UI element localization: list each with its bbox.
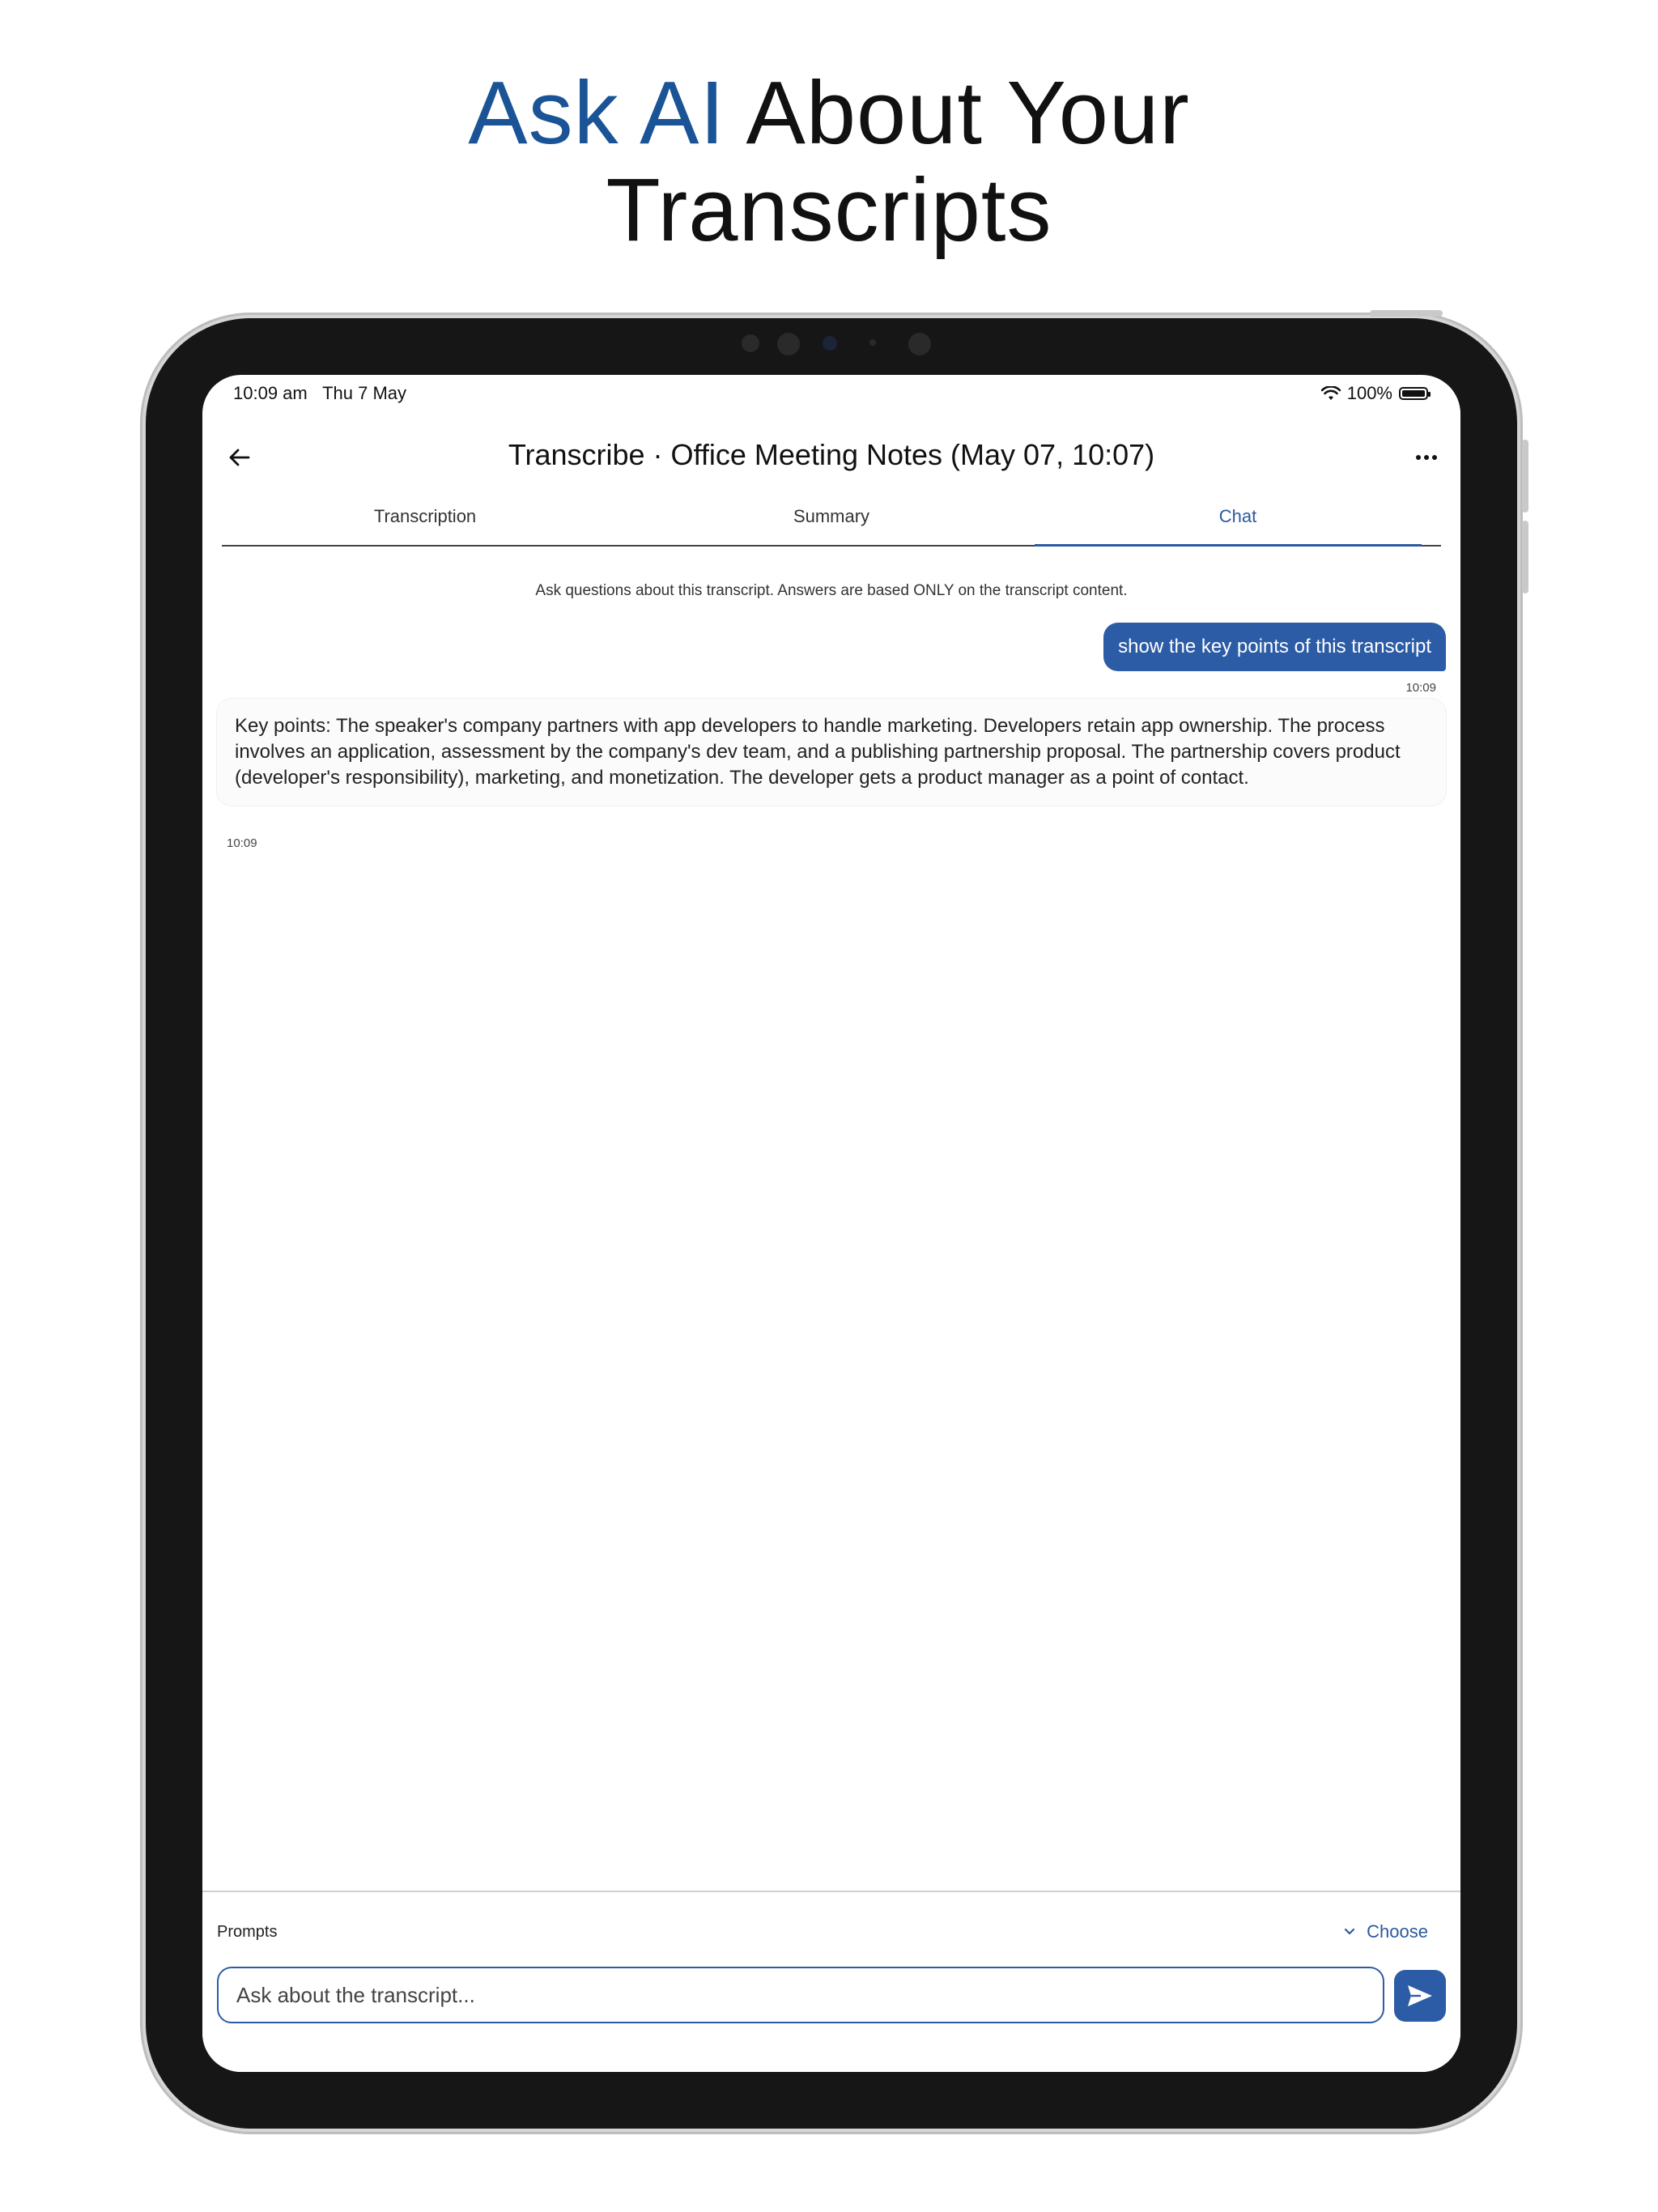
top-button	[1370, 310, 1443, 317]
tab-transcription[interactable]: Transcription	[373, 506, 477, 526]
tab-chat[interactable]: Chat	[1035, 496, 1441, 545]
page-title: Transcribe · Office Meeting Notes (May 07, 10:07)	[508, 438, 1155, 471]
chevron-down-icon	[1344, 1928, 1355, 1936]
headline-line-2: Transcripts	[606, 160, 1052, 260]
volume-up-button	[1522, 440, 1528, 513]
status-time-date	[233, 383, 406, 404]
headline-rest: About Your	[746, 63, 1190, 163]
camera-dot	[777, 333, 800, 355]
choose-label: Choose	[1367, 1921, 1428, 1942]
camera-dot	[869, 339, 876, 346]
status-date: Thu 7 May	[322, 383, 407, 403]
camera-lens	[823, 336, 837, 351]
send-button[interactable]	[1394, 1970, 1446, 2022]
more-options-button[interactable]	[1407, 438, 1446, 477]
status-time: 10:09 am	[233, 383, 308, 403]
ask-input[interactable]	[217, 1967, 1384, 2023]
app-screen	[202, 375, 1460, 2072]
status-bar	[202, 375, 1460, 407]
status-indicators	[1321, 383, 1428, 404]
battery-icon	[1399, 387, 1428, 400]
battery-percent: 100%	[1346, 383, 1392, 403]
headline-accent: Ask AI	[468, 63, 725, 163]
assistant-message-time: 10:09	[227, 836, 257, 850]
choose-prompt-button[interactable]	[1344, 1921, 1428, 1942]
marketing-headline	[0, 65, 1658, 259]
camera-dot	[908, 333, 931, 355]
headline-line-1	[0, 65, 1658, 162]
volume-down-button	[1522, 521, 1528, 593]
prompts-label: Prompts	[217, 1923, 278, 1941]
more-horizontal-icon	[1414, 453, 1439, 462]
tablet-device-frame	[146, 318, 1517, 2129]
wifi-icon	[1321, 386, 1341, 401]
tab-bar	[222, 496, 1441, 547]
tab-summary[interactable]: Summary	[793, 506, 870, 526]
user-message-bubble: show the key points of this transcript	[1103, 623, 1446, 671]
user-message-time: 10:09	[1405, 681, 1436, 695]
camera-dot	[742, 334, 759, 352]
send-icon	[1406, 1984, 1434, 2008]
chat-hint: Ask questions about this transcript. Answers are based ONLY on the transcript content.	[535, 582, 1128, 599]
composer-panel	[202, 1891, 1460, 2072]
app-bar	[202, 423, 1460, 488]
assistant-message-bubble: Key points: The speaker's company partners with app developers to handle marketing. Developers retain app ownership. The process involves an application, assessment by the company's dev team, and a publishing partnership proposal. The partnership covers product (developer's responsibility), marketing, and monetization. The developer gets a product manager as a point of contact.	[217, 699, 1446, 806]
